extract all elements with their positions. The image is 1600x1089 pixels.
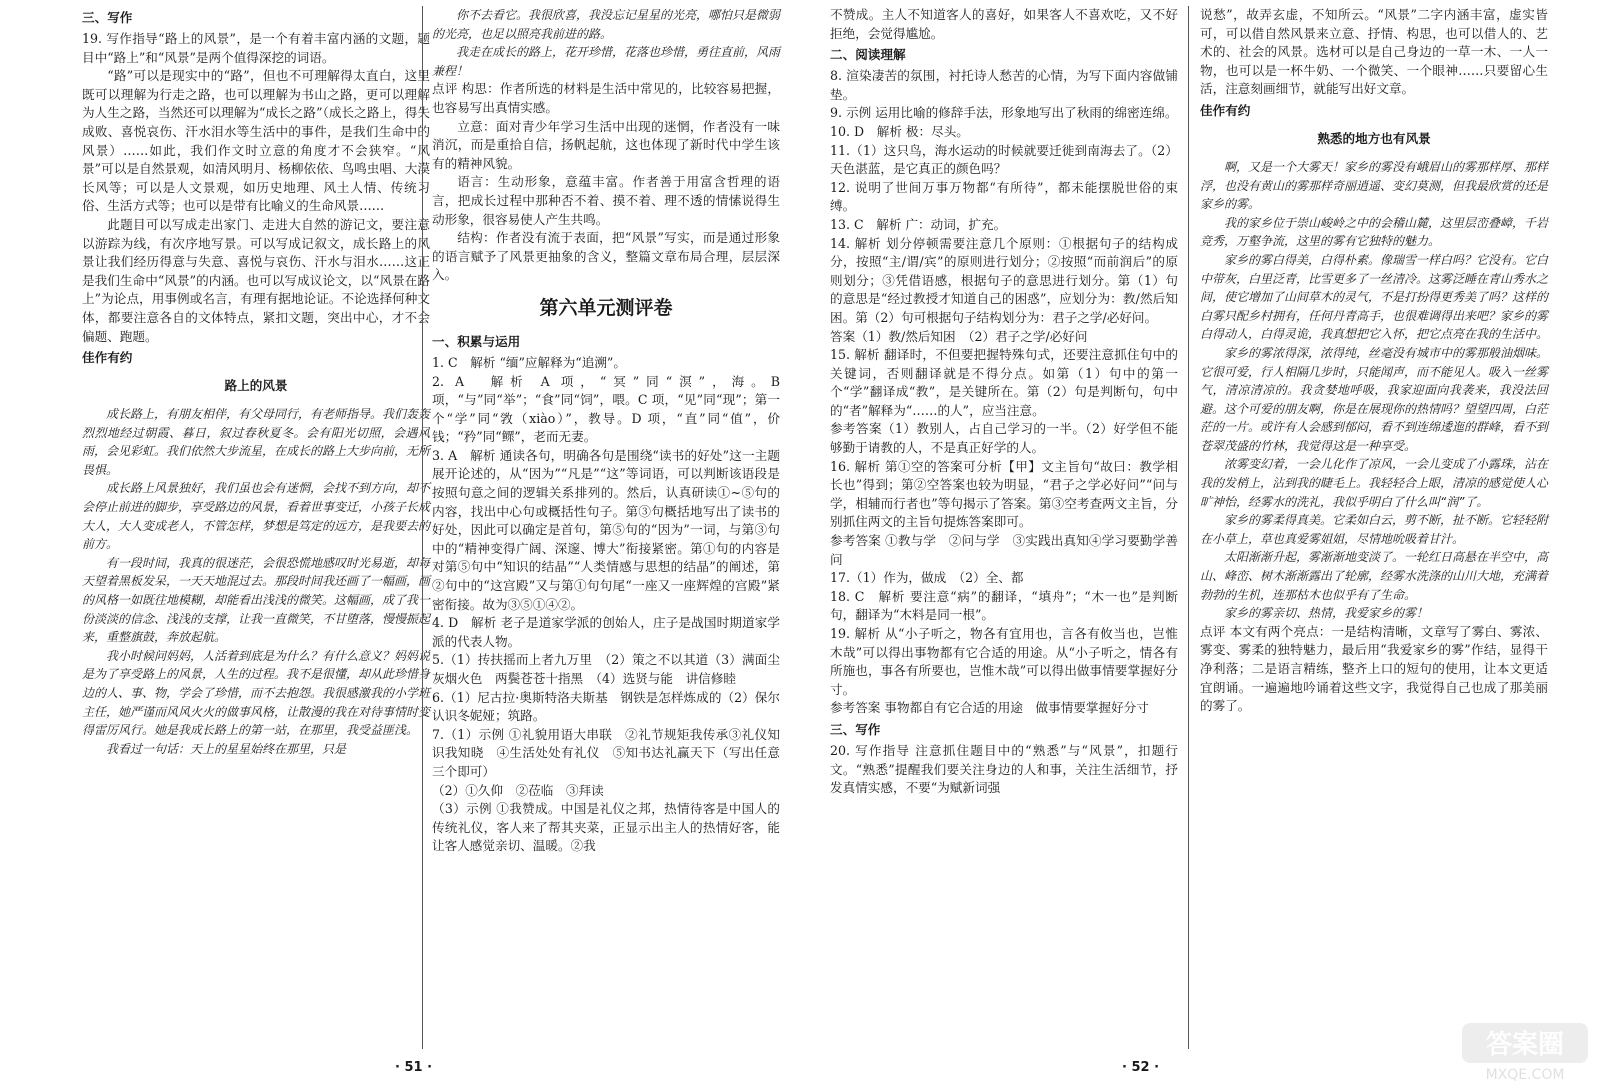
answer-item: 17.（1）作为，做成 （2）全、都	[830, 570, 1024, 586]
essay-paragraph: 太阳渐渐升起，雾渐渐地变淡了。一轮红日高悬在半空中，高山、峰峦、树木渐渐露出了轮廓，经雾水洗涤的山川大地，充满着勃勃的生机，连那枯木也似乎有了生命。	[1200, 550, 1549, 602]
column-2	[432, 6, 780, 856]
essay-paragraph: 家乡的雾白得美，白得朴素。像瑞雪一样白吗？它没有。它白中带灰，白里泛青，比雪更多了一丝清冷。这雾泛睡在青山秀水之间，使它增加了山间草木的灵气，不是打扮得更秀美了吗？这样的白雾只配乡村拥有，任何丹青高手，也很难调得出来吧？家乡的雾白得动人，白得灵诡，我真想把它入怀，把它点亮在我的生活中。	[1200, 252, 1549, 342]
section-heading: 三、写作	[82, 10, 133, 25]
watermark-logo	[1460, 1021, 1590, 1083]
essay-title: 路上的风景	[224, 378, 288, 394]
answer-item: 6.（1）尼古拉·奥斯特洛夫斯基 钢铁是怎样炼成的（2）保尔 认识冬妮娅；筑路。	[432, 689, 780, 724]
essay-paragraph: 我走在成长的路上，花开珍惜，花落也珍惜，勇往直前，风雨兼程！	[432, 45, 781, 78]
answer-item: 点评 本文有两个亮点：一是结构清晰，文章写了雾白、雾浓、雾变、雾柔的独特魅力，最后用“我爱家乡的雾”作结，显得干净利落；二是语言精练，整齐上口的短句的使用，让本文更适宜朗诵。一遍遍地吟诵着这些文字，我觉得自己也成了那美丽的雾了。	[1200, 623, 1548, 714]
column-3	[830, 6, 1178, 798]
essay-paragraph: 成长路上，有朋友相伴，有父母同行，有老师指导。我们轰轰烈烈地经过朝霞、暮日，叙过春秋夏冬。会有阳光切照，会遇风雨，会见彩虹。我们依然大步流星，在成长的路上大步向前，无所畏惧。	[82, 407, 431, 477]
watermark-text: 答案圈	[1485, 1030, 1565, 1060]
section-heading: 佳作有约	[82, 350, 133, 366]
answer-item: 19. 写作指导“路上的风景”，是一个有着丰富内涵的文题，题目中“路上”和“风景”是两个值得深挖的词语。	[82, 31, 430, 65]
answer-item: 参考答案 事物都自有它合适的用途 做事情要掌握好分寸	[830, 700, 1149, 716]
answer-item: 参考答案（1）教别人，占自己学习的一半。（2）好学但不能够勤于请教的人，不是真正好学的人。	[830, 421, 1178, 456]
watermark-url: MXQE.COM	[1485, 1067, 1565, 1083]
paragraph: 结构：作者没有流于表面，把“风景”写实，而是通过形象的语言赋予了风景更抽象的含义，整篇文章布局合理，层层深入。	[432, 230, 780, 283]
essay-paragraph: 啊，又是一个大雾天！家乡的雾没有峨眉山的雾那样厚、那样浮，也没有黄山的雾那样奇丽逍遥、变幻莫测，但我最欣赏的还是家乡的雾。	[1200, 159, 1549, 212]
essay-paragraph: 我的家乡位于崇山峻岭之中的会稽山麓，这里层峦叠嶂，千岩竞秀，万壑争流，这里的雾有它独特的魅力。	[1200, 215, 1549, 249]
essay-paragraph: 我小时候问妈妈，人活着到底是为什么？有什么意义？妈妈说是为了享受路上的风景，人生的过程。我不是很懂，却从此珍惜身边的人、事、物，学会了珍惜，而不去抱怨。我很感激我的小学班主任，她严谨而风风火火的做事风格，让散漫的我在对待事情时变得雷厉风行。她是我成长路上的第一站，在那里，我受益匪浅。	[82, 648, 431, 738]
answer-item: 答案（1）教/然后知困 （2）君子之学/必好问	[830, 328, 1088, 344]
answer-item: 不赞成。主人不知道客人的喜好，如果客人不喜欢吃，又不好拒绝，会觉得尴尬。	[830, 7, 1178, 41]
answer-item: （2）①久仰 ②莅临 ③拜读	[432, 782, 604, 798]
answer-item: 18. C 解析 要注意“病”的翻译，“填舟”；“木一也”是判断句，翻译为“木料是同一根”。	[830, 588, 1178, 623]
answer-item: 19. 解析 从“小子听之，物各有宜用也，言各有攸当也，岂惟木哉”可以得出事物都有它合适的用途。从“小子听之，情各有所施也，事各有所要也，岂惟木哉”可以得出做事情要掌握好分寸。	[830, 626, 1178, 697]
answer-item: 参考答案 ①教与学 ②问与学 ③实践出真知④学习要勤学善问	[830, 533, 1178, 567]
answer-item: 说愁”，故弄玄虚，不知所云。“风景”二字内涵丰富，虚实皆可，可以借自然风景来立意、抒情、构思，也可以借人的、艺术的、社会的风景。选材可以是自己身边的一草一木、一人一物，也可以是一杯牛奶、一个微笑、一个眼神……只要留心生活，注意刻画细节，就能写出好文章。	[1200, 7, 1548, 97]
essay-paragraph: 家乡的雾浓得深，浓得纯，丝毫没有城市中的雾那般油烟味。它很可爱，行人相隔几步时，只能闻声，而不能见人。吸入一丝雾气，清凉清凉的。我贪婪地呼吸，我家迎面向我袭来，我没法回避。这个可爱的朋友啊，你是在展现你的热情吗？望望四周，白茫茫的一片。或许有人会感到郁闷，看不到连绵逶迤的群峰，看不到苍翠茂盛的竹林，我觉得这是一种享受。	[1200, 345, 1549, 453]
section-heading: 一、积累与运用	[432, 333, 521, 349]
answer-item: 12. 说明了世间万事万物都“有所待”，都未能摆脱世俗的束缚。	[830, 179, 1178, 214]
answer-item: 20. 写作指导 注意抓住题目中的“熟悉”与“风景”，扣题行文。“熟悉”提醒我们要关注身边的人和事，关注生活细节，抒发真情实感，不要“为赋新词强	[830, 742, 1178, 796]
paragraph: “路”可以是现实中的“路”，但也不可理解得太直白，这里既可以理解为行走之路，也可以理解为书山之路，更可以理解为人生之路，当然还可以理解为“成长之路”（成长之路上，得失成败、喜悦哀伤、汗水泪水等生活中的事件，是我们生命中的风景）……如此，我们作文时立意的角度才不会狭窄。“风景”可以是自然景观，如清风明月、杨柳依依、鸟鸣虫唱、大漠长风等；可以是人文景观，如历史地理、风土人情、传统习俗、生活方式等；也可以是带有比喻义的生命风景……	[82, 68, 430, 214]
answer-item: 9. 示例 运用比喻的修辞手法，形象地写出了秋雨的绵密连绵。	[830, 105, 1178, 121]
answer-item: 点评 构思：作者所选的材料是生活中常见的，比较容易把握，也容易写出真情实感。	[432, 81, 780, 115]
essay-title: 熟悉的地方也有风景	[1317, 130, 1431, 146]
paragraph: 语言：生动形象，意蕴丰富。作者善于用富含哲理的语言，把成长过程中那种否不着、摸不着、理不透的情愫说得生动形象，很容易使人产生共鸣。	[432, 174, 780, 227]
answer-item: 13. C 解析 广：动词，扩充。	[830, 216, 1007, 232]
essay-paragraph: 我看过一句话：天上的星星始终在那里，只是	[106, 741, 347, 756]
answer-item: 4. D 解析 老子是道家学派的创始人，庄子是战国时期道家学派的代表人物。	[432, 615, 780, 649]
answer-item: 10. D 解析 极：尽头。	[830, 123, 969, 139]
paragraph: 此题目可以写成走出家门、走进大自然的游记文，要注意以游踪为线，有次序地写景。可以写成记叙文，成长路上的风景让我们经历得意与失意、喜悦与哀伤、汗水与泪水……这正是我们生命中“风景”的内涵。也可以写成议论文，以“风景在路上”为论点，用事例或名言，有理有据地论证。不论选择何种文体，都要注意各自的文体特点，紧扣文题，突出中心，才不会偏题、跑题。	[82, 216, 430, 344]
essay-paragraph: 你不去看它。我很欣喜，我没忘记星星的光亮，哪怕只是微弱的光亮，也足以照亮我前进的路。	[432, 8, 781, 41]
essay-paragraph: 有一段时间，我真的很迷茫，会很恐慌地感叹时光易逝，却每天望着黑板发呆，一天天地混过去。那段时间我还画了一幅画，画的风格一如既往地模糊，却能看出浅浅的微笑。这幅画，成了我一份淡淡的信念、浅浅的支撑，让我一直微笑，不甘堕落，慢慢振起来，重整旗鼓，奔放起航。	[82, 555, 431, 645]
essay-paragraph: 浓雾变幻着，一会儿化作了凉风，一会儿变成了小露珠，沾在我的发梢上，沾到我的睫毛上。我轻轻合上眼，清凉的感觉使人心旷神怡，经雾水的洗礼，我似乎明白了什么叫“润”了。	[1200, 457, 1549, 509]
page-number: · 52 ·	[1122, 1060, 1160, 1075]
column-divider	[1188, 6, 1189, 1049]
answer-item: 7.（1）示例 ①礼貌用语大串联 ②礼节规矩我传承③礼仪知识我知晓 ④生活处处有礼仪 ⑤知书达礼赢天下（写出任意三个即可）	[432, 726, 780, 779]
section-heading: 佳作有约	[1200, 102, 1251, 118]
essay-paragraph: 成长路上风景独好，我们虽也会有迷惘，会找不到方向，却不会停止前进的脚步，享受路边的风景，看着世事变迁，小孩子长成大人，大人变成老人，不管怎样，梦想是笃定的远方，是我要去的前方。	[82, 481, 431, 552]
column-4	[1200, 6, 1548, 716]
essay-paragraph: 家乡的雾柔得真美。它柔如白云，剪不断，扯不断。它轻轻附在小草上，草也真爱雾姐姐，尽情地吮吸着甘汁。	[1200, 513, 1549, 546]
paragraph: 立意：面对青少年学习生活中出现的迷惘，作者没有一味消沉，而是重拾自信，扬帆起航，这也体现了新时代中学生该有的精神风貌。	[432, 118, 780, 171]
unit-title: 第六单元测评卷	[539, 296, 673, 319]
section-heading: 三、写作	[830, 721, 881, 737]
answer-item: 11.（1）这只鸟，海水运动的时候就要迁徙到南海去了。（2）天色湛蓝，是它真正的颜色吗？	[830, 142, 1178, 177]
answer-item: 15. 解析 翻译时，不但要把握特殊句式，还要注意抓住句中的关键词，否则翻译就是不得分点。如第（1）句中的第一个“学”翻译成“教”，是关键所在。第（2）句是判断句，句中的“者”解释为“……的人”，应当注意。	[830, 347, 1178, 418]
column-divider	[422, 6, 423, 1049]
column-1	[82, 6, 430, 758]
answer-item: 3. A 解析 通读各句，明确各句是围绕“读书的好处”这一主题展开论述的，从“因为”“凡是”“这”等词语，可以判断该语段是按照句意之间的逻辑关系排列的。然后，认真研读①~⑤句的内容，找出中心句或概括性句子。第③句概括地写出了读书的好处，因此可以确定是首句，第⑤句的“因为”一词，与第③句中的“精神变得广阔、深邃、博大”衔接紧密。第①句的内容是对第⑤句中“知识的结晶”“人类情感与思想的结晶”的阐述，第②句中的“这宫殿”又与第①句句尾“一座又一座辉煌的宫殿”紧密衔接。故为③⑤①④②。	[432, 447, 780, 612]
answer-item: 8. 渲染凄苦的氛围，衬托诗人愁苦的心情，为写下面内容做铺垫。	[830, 68, 1178, 102]
section-heading: 二、阅读理解	[830, 47, 906, 63]
answer-item: 16. 解析 第①空的答案可分析【甲】文主旨句“故曰：教学相长也”得到；第②空答案也较为明显，“君子之学必好问”“问与学，相辅而行者也”等句揭示了答案。第③空考查两文主旨，分别抓住两文的主旨句提炼答案即可。	[830, 458, 1178, 530]
answer-item: （3）示例 ①我赞成。中国是礼仪之邦，热情待客是中国人的传统礼仪，客人来了帮其夹菜，正显示出主人的热情好客，能让客人感觉亲切、温暖。②我	[432, 801, 780, 854]
page-number: · 51 ·	[395, 1060, 433, 1075]
answer-item: 1. C 解析 “缅”应解释为“追溯”。	[432, 354, 626, 370]
essay-paragraph: 家乡的雾亲切、热情，我爱家乡的雾！	[1224, 606, 1429, 621]
answer-item: 5.（1）抟扶摇而上者九万里 （2）策之不以其道（3）满面尘灰烟火色 两鬓苍苍十指黑 （4）选贤与能 讲信修睦	[432, 652, 780, 686]
page-52	[800, 0, 1600, 1089]
answer-item: 2. A 解析 A 项，“冥”同“溟”，海。B 项，“与”同“举”；“食”同“饲”，喂。C 项，“见”同“现”；第一个“学”同“敩（xiào）”，教导。D 项，“直”同“值”，价钱；“矜”同“鳏”，老而无妻。	[432, 373, 780, 445]
answer-item: 14. 解析 划分停顿需要注意几个原则：①根据句子的结构成分，按照“主/谓/宾”的原则进行划分；②按照“而前润后”的原则划分；③凭借语感，根据句子的意思进行划分。第（1）句的意思是“经过教授才知道自己的困惑”，应划分为：教/然后知困。第（2）句可根据句子结构划分为：君子之学/必好问。	[830, 235, 1178, 325]
